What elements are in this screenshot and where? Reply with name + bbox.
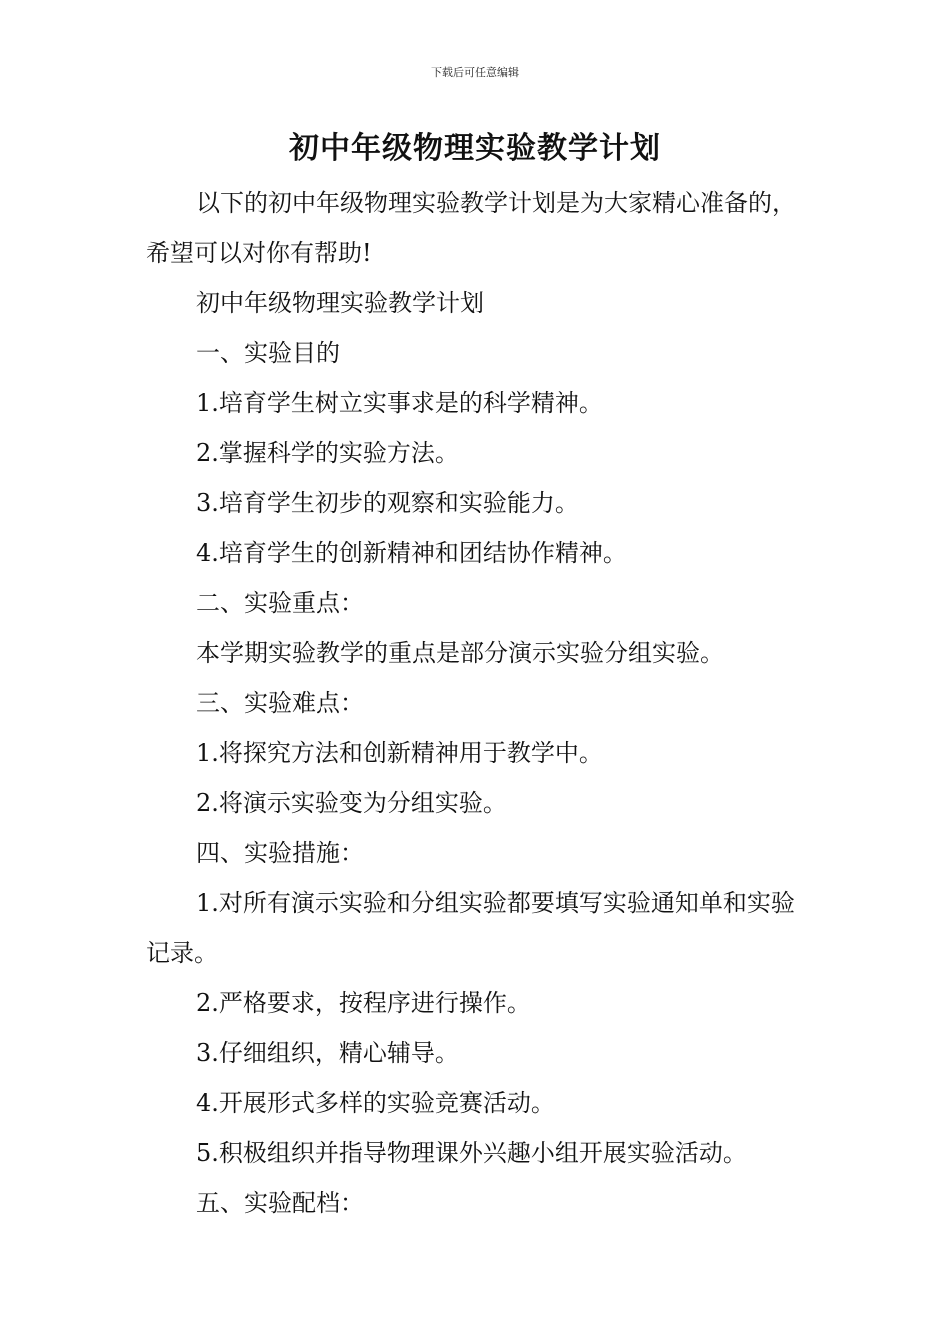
list-item: 2.将演示实验变为分组实验。 xyxy=(196,789,507,817)
list-item: 1.将探究方法和创新精神用于教学中。 xyxy=(196,739,603,767)
section-heading-purpose: 一、实验目的 xyxy=(196,339,340,367)
document-title: 初中年级物理实验教学计划 xyxy=(289,131,661,166)
list-item: 5.积极组织并指导物理课外兴趣小组开展实验活动。 xyxy=(196,1139,747,1167)
section-heading-focus: 二、实验重点： xyxy=(196,589,364,617)
list-item: 1.对所有演示实验和分组实验都要填写实验通知单和实验记录。 xyxy=(146,889,795,967)
subtitle-paragraph: 初中年级物理实验教学计划 xyxy=(196,289,484,317)
body-paragraph: 本学期实验教学的重点是部分演示实验分组实验。 xyxy=(196,639,724,667)
section-heading-measures: 四、实验措施： xyxy=(196,839,364,867)
list-item: 2.严格要求，按程序进行操作。 xyxy=(196,989,531,1017)
section-heading-schedule: 五、实验配档： xyxy=(196,1189,364,1217)
section-heading-difficulty: 三、实验难点： xyxy=(196,689,364,717)
header-note: 下载后可任意编辑 xyxy=(431,66,519,79)
list-item: 2.掌握科学的实验方法。 xyxy=(196,439,459,467)
intro-paragraph: 以下的初中年级物理实验教学计划是为大家精心准备的，希望可以对你有帮助! xyxy=(146,189,796,267)
list-item: 4.培育学生的创新精神和团结协作精神。 xyxy=(196,539,627,567)
list-item: 3.培育学生初步的观察和实验能力。 xyxy=(196,489,579,517)
document-body xyxy=(146,178,810,1228)
list-item: 4.开展形式多样的实验竞赛活动。 xyxy=(196,1089,555,1117)
list-item: 1.培育学生树立实事求是的科学精神。 xyxy=(196,389,603,417)
list-item: 3.仔细组织，精心辅导。 xyxy=(196,1039,459,1067)
